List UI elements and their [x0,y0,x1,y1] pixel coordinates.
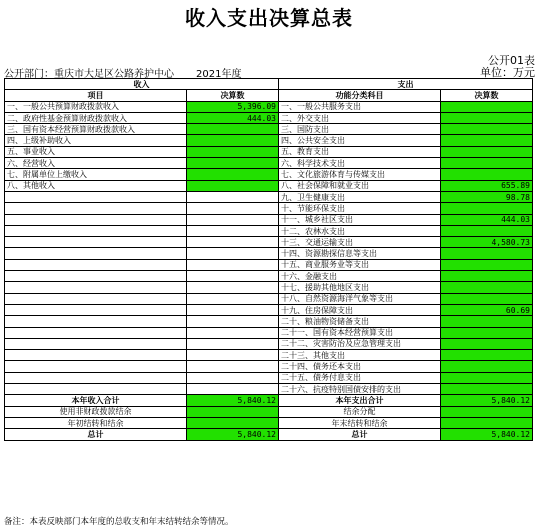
summary-expense-amount [441,406,533,417]
header-row-columns [5,90,533,101]
expense-amount [441,248,533,259]
expense-item-label: 二十四、债务还本支出 [279,361,441,372]
income-item-label: 一、一般公共预算财政拨款收入 [5,101,187,112]
expense-amount [441,271,533,282]
report-title: 收入支出决算总表 [185,6,353,30]
amount-header-2: 决算数 [441,90,533,101]
expense-item-label: 七、文化旅游体育与传媒支出 [279,169,441,180]
table-row [5,112,533,123]
income-amount [187,304,279,315]
expense-amount [441,293,533,304]
income-item-label [5,237,187,248]
expense-item-label: 十八、自然资源海洋气象等支出 [279,293,441,304]
income-amount [187,361,279,372]
table-row [5,304,533,315]
expense-amount [441,203,533,214]
summary-expense-amount: 5,840.12 [441,395,533,406]
report-year: 2021年度 [196,69,242,80]
income-expense-table [4,78,533,441]
table-row [5,237,533,248]
summary-expense-label: 总计 [279,429,441,440]
table-row [5,191,533,202]
income-item-label: 四、上级补助收入 [5,135,187,146]
expense-amount [441,259,533,270]
income-amount [187,259,279,270]
income-item-label [5,350,187,361]
income-amount [187,293,279,304]
expense-item-label: 二十、粮油物资储备支出 [279,316,441,327]
summary-income-label: 本年收入合计 [5,395,187,406]
footnote: 备注：本表反映部门本年度的总收支和年末结转结余等情况。 [4,517,234,527]
summary-income-label: 使用非财政拨款结余 [5,406,187,417]
expense-item-label: 二十五、债务付息支出 [279,372,441,383]
expense-item-label: 一、一般公共服务支出 [279,101,441,112]
expense-item-label: 十、节能环保支出 [279,203,441,214]
expense-amount [441,124,533,135]
income-amount [187,248,279,259]
income-amount [187,372,279,383]
header-row-group [5,79,533,90]
function-header: 功能分类科目 [279,90,441,101]
income-amount [187,271,279,282]
expense-amount [441,350,533,361]
summary-expense-label: 结余分配 [279,406,441,417]
income-item-label: 六、经营收入 [5,158,187,169]
income-item-label: 七、附属单位上缴收入 [5,169,187,180]
expense-amount: 98.78 [441,191,533,202]
expense-amount: 4,580.73 [441,237,533,248]
expense-amount [441,101,533,112]
expense-item-label: 十二、农林水支出 [279,225,441,236]
expense-amount [441,372,533,383]
summary-income-amount [187,417,279,428]
summary-income-label: 年初结转和结余 [5,417,187,428]
expense-item-label: 五、教育支出 [279,146,441,157]
table-row [5,361,533,372]
summary-expense-amount: 5,840.12 [441,429,533,440]
income-header: 收入 [5,79,279,90]
summary-income-label: 总计 [5,429,187,440]
income-item-label: 五、事业收入 [5,146,187,157]
income-item-label [5,259,187,270]
income-amount [187,146,279,157]
table-row [5,327,533,338]
income-amount [187,384,279,395]
table-row [5,338,533,349]
income-amount [187,327,279,338]
income-amount: 444.03 [187,112,279,123]
income-item-label [5,282,187,293]
income-item-label [5,372,187,383]
expense-header: 支出 [279,79,533,90]
form-code: 公开01表 [488,54,535,67]
expense-item-label: 九、卫生健康支出 [279,191,441,202]
expense-item-label: 六、科学技术支出 [279,158,441,169]
expense-amount [441,282,533,293]
income-item-label [5,225,187,236]
summary-row [5,417,533,428]
summary-expense-label: 本年支出合计 [279,395,441,406]
expense-amount [441,384,533,395]
expense-item-label: 三、国防支出 [279,124,441,135]
income-amount: 5,396.09 [187,101,279,112]
expense-item-label: 十九、住房保障支出 [279,304,441,315]
income-item-label: 八、其他收入 [5,180,187,191]
expense-amount [441,361,533,372]
table-row [5,350,533,361]
table-row [5,384,533,395]
expense-amount [441,146,533,157]
table-row [5,203,533,214]
income-item-label [5,191,187,202]
income-item-label [5,293,187,304]
expense-item-label: 十一、城乡社区支出 [279,214,441,225]
income-item-label [5,248,187,259]
income-item-label [5,338,187,349]
expense-amount [441,135,533,146]
unit-label: 单位：万元 [480,66,535,79]
expense-item-label: 二十一、国有资本经营预算支出 [279,327,441,338]
amount-header: 决算数 [187,90,279,101]
table-row [5,259,533,270]
expense-item-label: 二、外交支出 [279,112,441,123]
table-row [5,282,533,293]
expense-amount: 655.89 [441,180,533,191]
income-amount [187,191,279,202]
table-row [5,316,533,327]
income-amount [187,316,279,327]
income-amount [187,237,279,248]
table-row [5,372,533,383]
income-amount [187,214,279,225]
department-name: 公开部门：重庆市大足区公路养护中心 [4,69,174,80]
income-item-label [5,214,187,225]
summary-expense-label: 年末结转和结余 [279,417,441,428]
expense-item-label: 十四、资源勘探信息等支出 [279,248,441,259]
expense-amount [441,112,533,123]
income-amount [187,225,279,236]
income-item-label [5,271,187,282]
income-item-label [5,304,187,315]
income-item-label: 二、政府性基金预算财政拨款收入 [5,112,187,123]
expense-item-label: 十三、交通运输支出 [279,237,441,248]
expense-amount [441,316,533,327]
expense-item-label: 十六、金融支出 [279,271,441,282]
income-item-label [5,316,187,327]
expense-item-label: 四、公共安全支出 [279,135,441,146]
income-amount [187,282,279,293]
expense-amount [441,169,533,180]
expense-amount [441,327,533,338]
table-row [5,146,533,157]
table-row [5,248,533,259]
income-amount [187,158,279,169]
expense-item-label: 十七、援助其他地区支出 [279,282,441,293]
expense-item-label: 八、社会保障和就业支出 [279,180,441,191]
expense-item-label: 二十六、抗疫特别国债安排的支出 [279,384,441,395]
expense-item-label: 十五、商业服务业等支出 [279,259,441,270]
item-header: 项目 [5,90,187,101]
table-row [5,214,533,225]
summary-row [5,406,533,417]
expense-amount: 60.69 [441,304,533,315]
table-row [5,101,533,112]
table-row [5,135,533,146]
summary-income-amount [187,406,279,417]
income-amount [187,350,279,361]
summary-income-amount: 5,840.12 [187,395,279,406]
income-item-label [5,361,187,372]
summary-income-amount: 5,840.12 [187,429,279,440]
summary-row [5,395,533,406]
table-row [5,225,533,236]
expense-amount [441,338,533,349]
expense-amount [441,225,533,236]
income-amount [187,135,279,146]
summary-expense-amount [441,417,533,428]
expense-amount: 444.03 [441,214,533,225]
expense-amount [441,158,533,169]
income-amount [187,180,279,191]
expense-item-label: 二十二、灾害防治及应急管理支出 [279,338,441,349]
table-row [5,180,533,191]
income-amount [187,169,279,180]
table-row [5,293,533,304]
income-item-label [5,327,187,338]
income-amount [187,338,279,349]
table-row [5,169,533,180]
income-item-label [5,384,187,395]
summary-row [5,429,533,440]
income-amount [187,124,279,135]
expense-item-label: 二十三、其他支出 [279,350,441,361]
table-row [5,124,533,135]
income-amount [187,203,279,214]
income-item-label [5,203,187,214]
table-row [5,271,533,282]
table-row [5,158,533,169]
income-item-label: 三、国有资本经营预算财政拨款收入 [5,124,187,135]
